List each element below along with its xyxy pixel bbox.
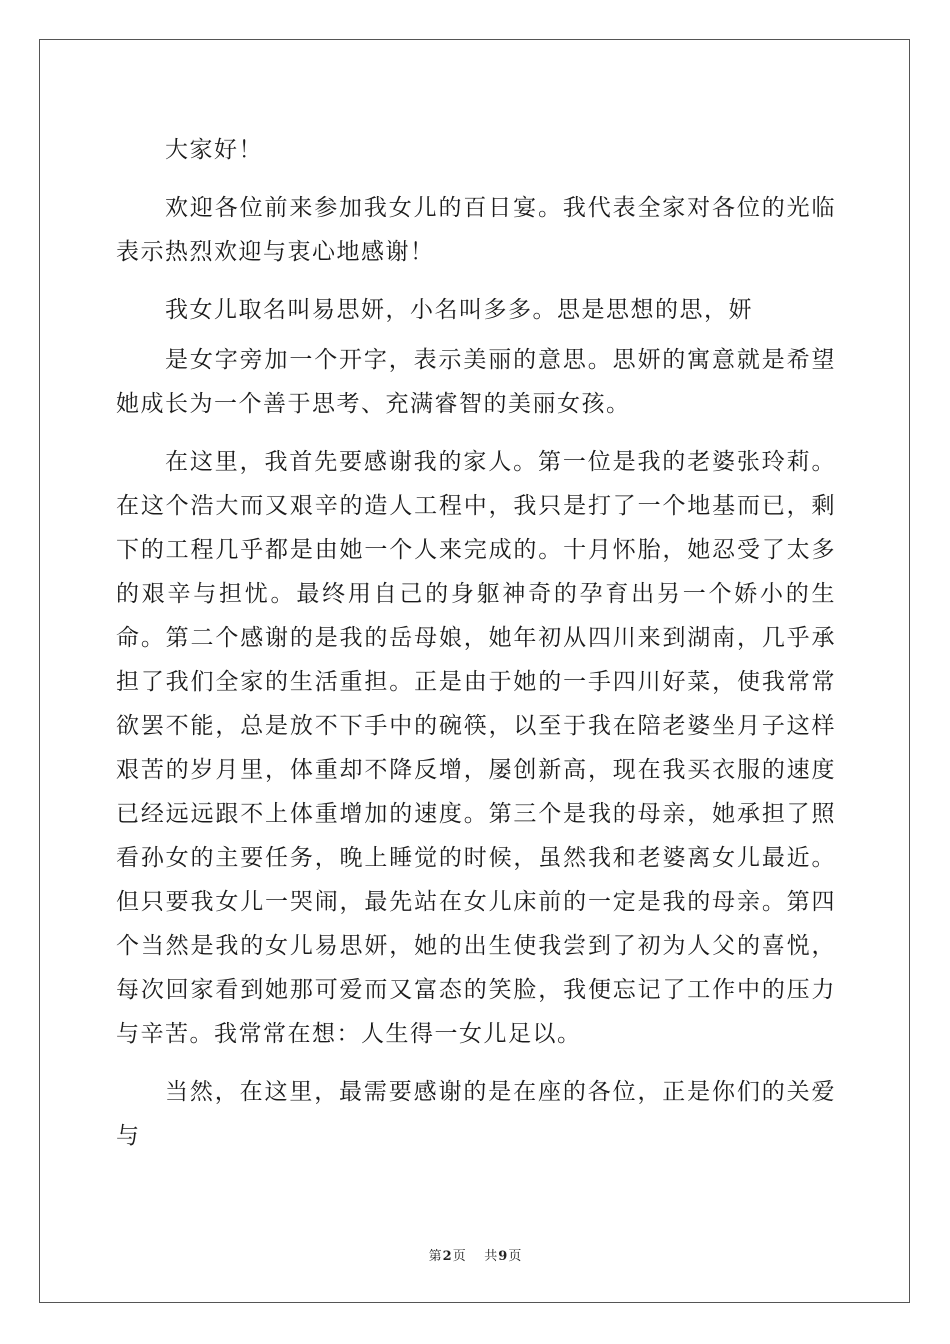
paragraph-name-meaning: 是女字旁加一个开字，表示美丽的意思。思妍的寓意就是希望她成长为一个善于思考、充满睿智的美丽女孩。 xyxy=(116,347,836,417)
paragraph-name-intro: 我女儿取名叫易思妍，小名叫多多。思是思想的思，妍 xyxy=(165,297,753,323)
document-body xyxy=(116,128,836,1172)
page-suffix: 页 xyxy=(452,1249,466,1264)
page-footer xyxy=(0,1245,950,1264)
paragraph-greeting: 大家好！ xyxy=(165,137,263,163)
paragraph-welcome: 欢迎各位前来参加我女儿的百日宴。我代表全家对各位的光临表示热烈欢迎与衷心地感谢！ xyxy=(116,195,836,265)
page-total: 9 xyxy=(498,1249,508,1264)
paragraph-thanks-guests: 当然，在这里，最需要感谢的是在座的各位，正是你们的关爱与 xyxy=(116,1079,836,1149)
page-prefix: 第 xyxy=(428,1249,442,1264)
page-current: 2 xyxy=(442,1249,452,1264)
total-suffix: 页 xyxy=(508,1249,522,1264)
paragraph-thanks-family: 在这里，我首先要感谢我的家人。第一位是我的老婆张玲莉。在这个浩大而又艰辛的造人工程中，我只是打了一个地基而已，剩下的工程几乎都是由她一个人来完成的。十月怀胎，她忍受了太多的艰辛与担忧。最终用自己的身躯神奇的孕育出另一个娇小的生命。第二个感谢的是我的岳母娘，她年初从四川来到湖南，几乎承担了我们全家的生活重担。正是由于她的一手四川好菜，使我常常欲罢不能，总是放不下手中的碗筷，以至于我在陪老婆坐月子这样艰苦的岁月里，体重却不降反增，屡创新高，现在我买衣服的速度已经远远跟不上体重增加的速度。第三个是我的母亲，她承担了照看孙女的主要任务，晚上睡觉的时候，虽然我和老婆离女儿最近。但只要我女儿一哭闹，最先站在女儿床前的一定是我的母亲。第四个当然是我的女儿易思妍，她的出生使我尝到了初为人父的喜悦，每次回家看到她那可爱而又富态的笑脸，我便忘记了工作中的压力与辛苦。我常常在想：人生得一女儿足以。 xyxy=(116,449,836,1047)
total-prefix: 共 xyxy=(484,1249,498,1264)
